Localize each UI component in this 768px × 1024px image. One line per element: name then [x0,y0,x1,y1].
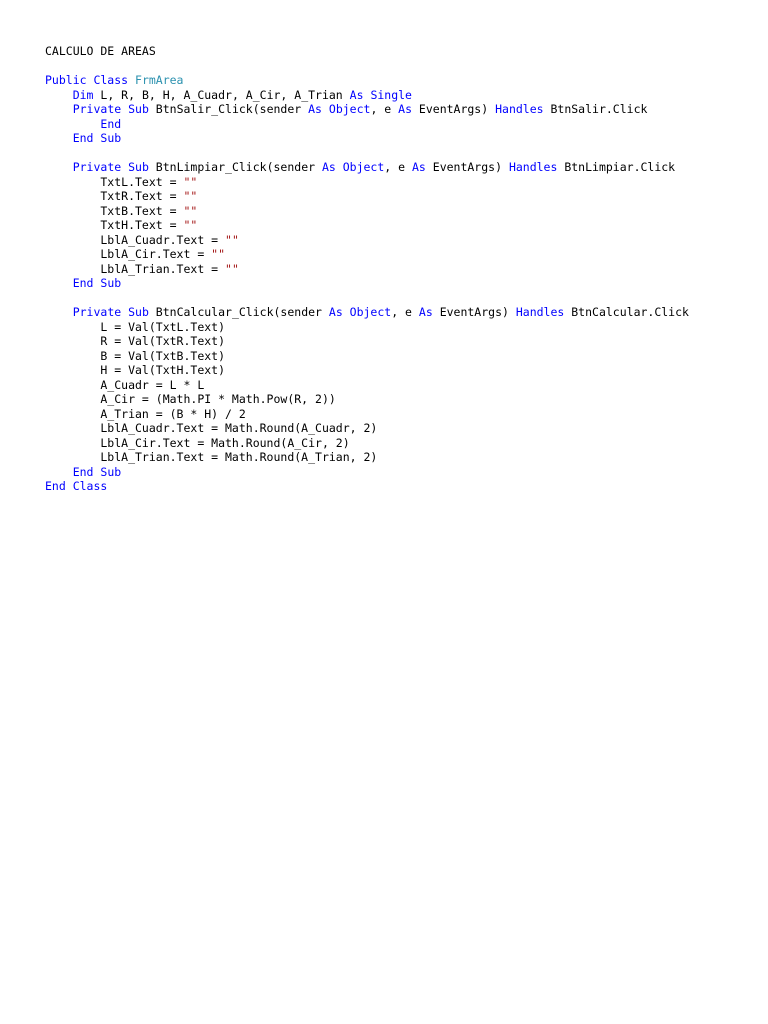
code-keyword: As [418,305,433,319]
code-line [45,73,689,88]
code-line [45,204,689,219]
code-keyword: As [398,102,412,116]
document-title: CALCULO DE AREAS [45,44,156,58]
code-line [45,421,689,436]
code-text: BtnSalir.Click [543,102,648,116]
code-line [45,436,689,451]
code-keyword: Private Sub [72,160,149,174]
code-line [45,305,689,320]
code-string: "" [183,174,198,189]
code-keyword: As Object [321,160,385,174]
code-line [45,378,689,393]
code-line [45,117,689,132]
code-text [45,276,73,290]
code-line [45,276,689,291]
code-text: BtnLimpiar.Click [557,160,676,174]
code-text: BtnLimpiar_Click(sender [148,160,322,174]
code-text: A_Cir = (Math.PI * Math.Pow(R, 2)) [45,392,336,406]
code-line [45,450,689,465]
code-line [45,233,689,248]
code-line [45,88,689,103]
code-text: BtnSalir_Click(sender [148,102,309,116]
code-text: , e [370,102,399,116]
code-keyword: Public Class [45,73,136,87]
code-keyword: Private Sub [72,102,149,116]
code-keyword: As Object [328,305,392,319]
code-line [45,407,689,422]
code-text: TxtH.Text = [45,218,184,232]
code-keyword: Handles [495,102,544,116]
code-text [45,465,73,479]
code-text: LblA_Cuadr.Text = [45,232,226,247]
code-string: "" [225,232,239,247]
code-text: , e [391,305,419,319]
code-line [45,349,689,364]
code-string: "" [183,203,198,218]
code-keyword: End Sub [72,131,122,145]
code-keyword: End Class [45,479,108,493]
code-text: EventArgs) [425,160,509,174]
code-text: LblA_Cir.Text = Math.Round(A_Cir, 2) [45,435,350,450]
code-keyword: As Single [349,87,412,102]
code-text: R = Val(TxtR.Text) [45,334,226,348]
code-text: LblA_Cuadr.Text = Math.Round(A_Cuadr, 2) [45,421,378,435]
code-type-name: FrmArea [135,73,184,87]
code-text: EventArgs) [412,102,496,116]
code-line [45,334,689,349]
code-text [45,88,73,102]
code-line [45,175,689,190]
code-text: TxtR.Text = [45,189,184,203]
code-string: "" [225,261,239,276]
code-keyword: Handles [515,305,565,319]
code-line [45,247,689,262]
code-string: "" [183,189,198,203]
code-line [45,392,689,407]
code-keyword: Private Sub [72,305,149,319]
code-line [45,160,689,175]
code-text: TxtL.Text = [45,174,184,189]
code-text: BtnCalcular_Click(sender [148,305,329,319]
code-keyword: End Sub [72,276,122,290]
code-line [45,363,689,378]
code-string: "" [211,247,226,261]
code-text: EventArgs) [432,305,516,319]
code-line [45,102,689,117]
code-text [45,305,73,319]
code-text: LblA_Trian.Text = [45,261,226,276]
code-line [45,189,689,204]
code-text: L, R, B, H, A_Cuadr, A_Cir, A_Trian [93,87,350,102]
code-keyword: End Sub [72,464,122,479]
code-text: A_Cuadr = L * L [45,377,205,392]
code-text: L = Val(TxtL.Text) [45,319,226,334]
code-keyword: Dim [72,87,94,102]
code-text: BtnCalcular.Click [564,305,689,319]
code-keyword: End [100,116,122,131]
code-text [45,131,73,145]
code-text: , e [384,160,412,174]
code-string: "" [183,218,198,232]
code-text [45,102,73,116]
code-keyword: As Object [308,102,371,116]
code-text: LblA_Trian.Text = Math.Round(A_Trian, 2) [45,450,378,464]
code-text: H = Val(TxtH.Text) [45,363,226,377]
code-text: LblA_Cir.Text = [45,247,212,261]
code-line [45,131,689,146]
code-keyword: Handles [508,160,558,174]
code-line [45,218,689,233]
code-line [45,146,689,161]
code-text: B = Val(TxtB.Text) [45,348,226,363]
code-text [45,160,73,174]
code-line [45,262,689,277]
code-line [45,291,689,306]
code-text [45,117,100,131]
code-line [45,465,689,480]
code-text: TxtB.Text = [45,203,184,218]
code-line [45,479,689,494]
code-line [45,320,689,335]
code-text: A_Trian = (B * H) / 2 [45,406,246,421]
code-keyword: As [411,160,426,174]
code-block [45,73,689,494]
